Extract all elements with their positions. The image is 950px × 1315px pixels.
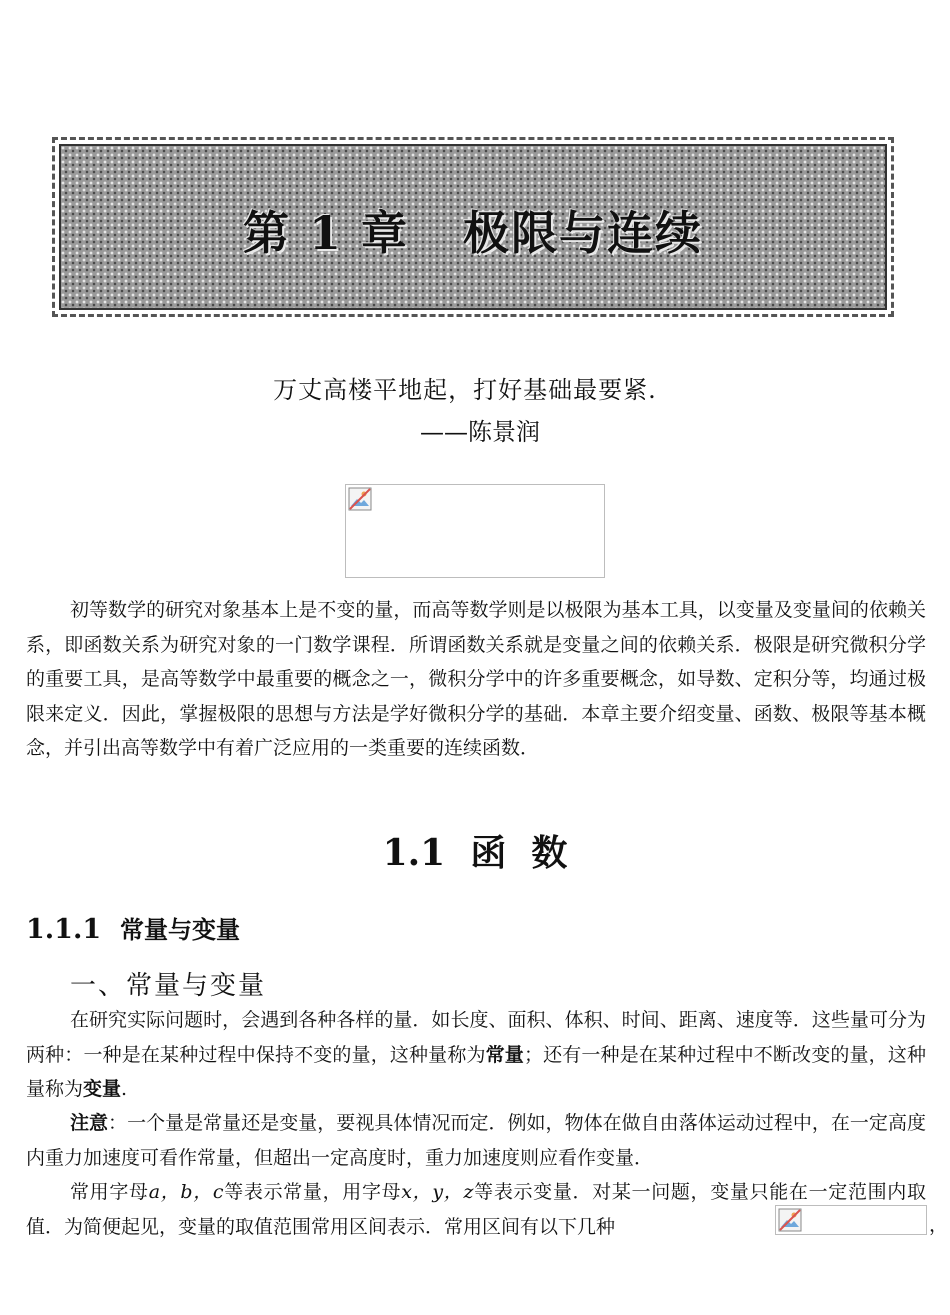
p3-text-c: 等表示变量．对某一问题，变量只能在一定范围内取值．为简便起见，变量的取值范围常用区间表示．常用区间有以下几种	[26, 1181, 926, 1238]
p1-text-end: .	[121, 1078, 128, 1100]
chapter-banner	[52, 137, 894, 317]
chapter-title: 第 1 章 极限与连续	[242, 206, 704, 260]
broken-image-icon	[778, 1208, 802, 1232]
subsection-title: 常量与变量	[119, 915, 240, 944]
constant-letters: a，b，c	[148, 1181, 224, 1203]
p3-text-a: 常用字母	[70, 1181, 149, 1203]
note-text: ：一个量是常量还是变量，要视具体情况而定．例如，物体在做自由落体运动过程中，在一定高度内重力加速度可看作常量，但超出一定高度时，重力加速度则应看作变量．	[26, 1112, 926, 1169]
subsection-number: 1.1.1	[26, 914, 102, 945]
chapter-banner-pattern	[59, 144, 887, 310]
variable-letters: x，y，z	[401, 1181, 474, 1203]
subsubsection-heading: 一、常量与变量	[70, 971, 267, 1001]
intro-paragraph: 初等数学的研究对象基本上是不变的量，而高等数学则是以极限为基本工具，以变量及变量间的依赖关系，即函数关系为研究对象的一门数学课程．所谓函数关系就是变量之间的依赖关系．极限是研究微积分学的重要工具，是高等数学中最重要的概念之一，微积分学中的许多重要概念，如导数、定积分等，均通过极限来定义．因此，掌握极限的思想与方法是学好微积分学的基础．本章主要介绍变量、函数、极限等基本概念，并引出高等数学中有着广泛应用的一类重要的连续函数．	[26, 599, 926, 759]
body-paragraph-2	[26, 1106, 926, 1175]
p1-text-b: ；还有一种是在某种过程中不断改变的量，这种量称为	[26, 1043, 926, 1100]
term-constant: 常量	[485, 1043, 524, 1066]
epigraph-line: 万丈高楼平地起，打好基础最要紧.	[273, 376, 657, 404]
image-placeholder	[345, 484, 605, 578]
epigraph-author: ——陈景润	[420, 418, 540, 446]
broken-image-icon	[348, 487, 372, 511]
term-variable: 变量	[83, 1078, 122, 1100]
section-heading	[0, 825, 950, 876]
section-number: 1.1	[382, 832, 446, 874]
inline-image-placeholder	[775, 1205, 927, 1235]
p3-text-b: 等表示常量，用字母	[223, 1181, 402, 1203]
subsection-heading	[26, 910, 240, 945]
section-title: 函 数	[470, 832, 568, 874]
body-paragraph-1	[26, 1003, 926, 1107]
p1-text-a: 在研究实际问题时，会遇到各种各样的量．如长度、面积、体积、时间、距离、速度等．这些量可分为两种：一种是在某种过程中保持不变的量，这种量称为	[26, 1009, 926, 1066]
trailing-comma: ，	[929, 1214, 949, 1236]
note-label: 注意	[70, 1112, 109, 1134]
